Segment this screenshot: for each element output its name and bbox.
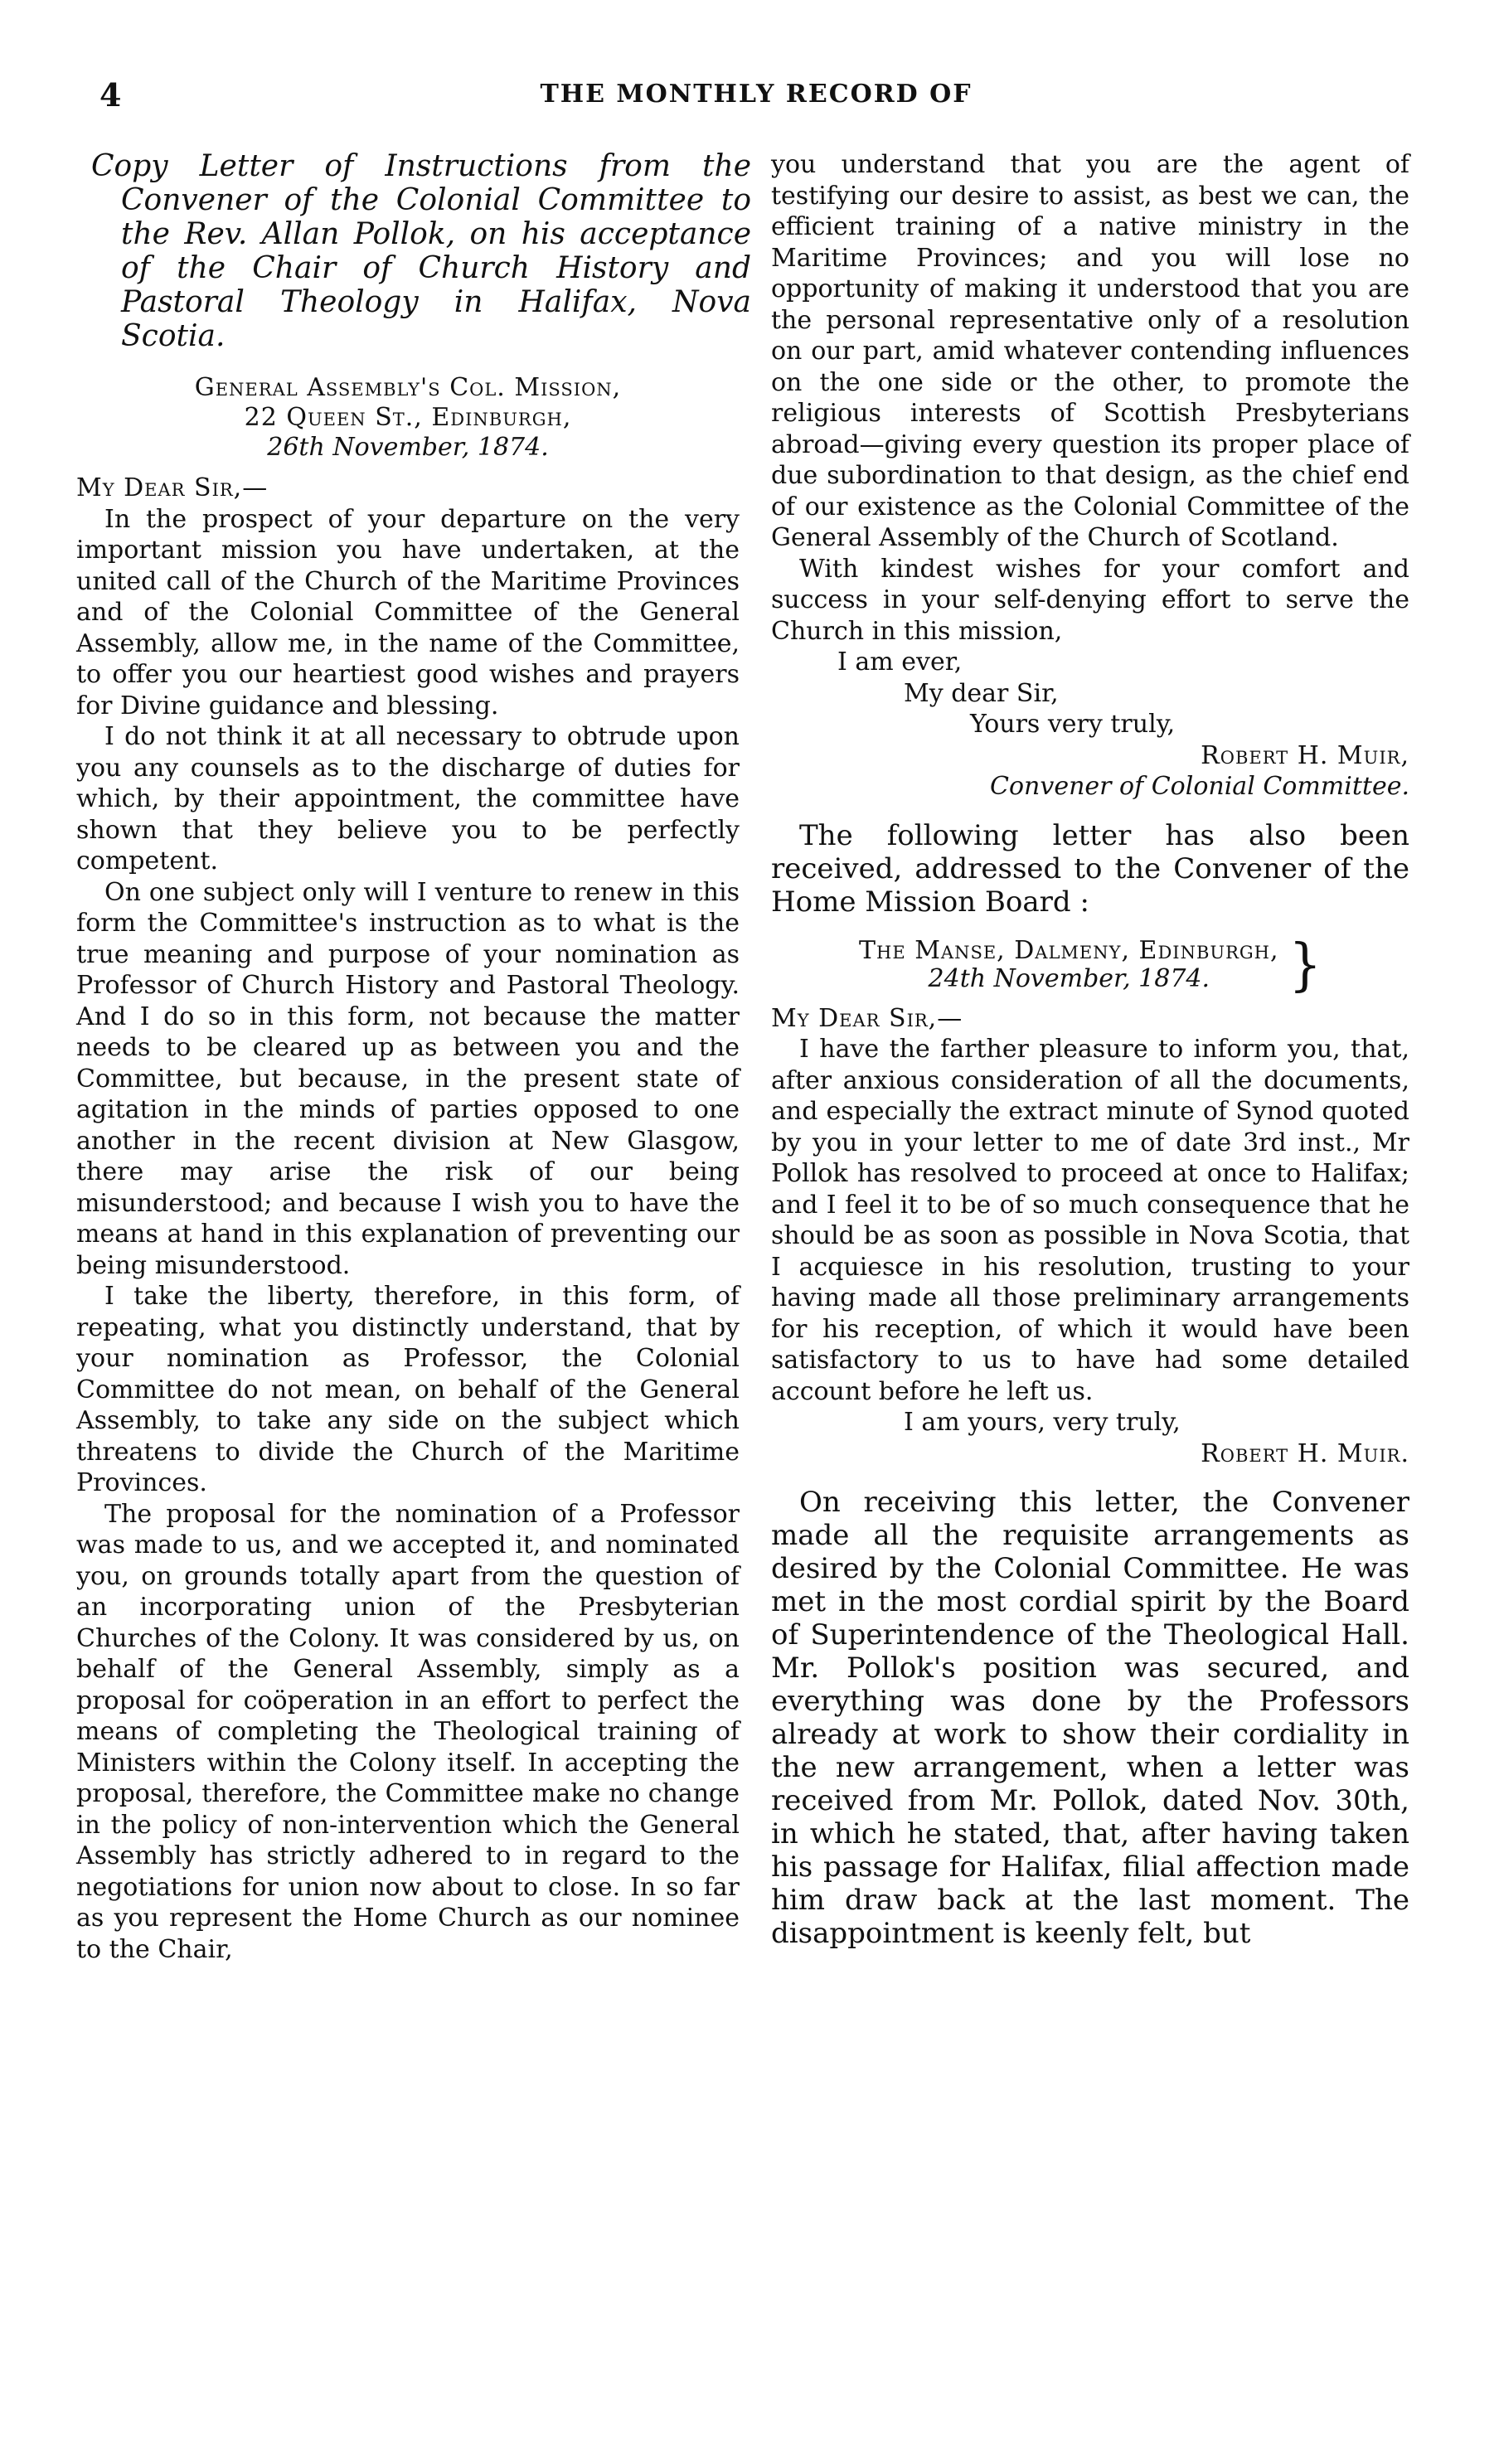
signature-title: Convener of Colonial Committee.	[990, 772, 1409, 801]
letter-title: Copy Letter of Instructions from the Convener of the Colonial Committee to the Rev. Allan Pollok, on his acceptance of the Chair of Church History and Pastoral Theology in Halifax, Nova Scotia.	[91, 149, 751, 353]
salutation: My Dear Sir,—	[76, 473, 269, 502]
dateline-date: 24th November, 1874.	[928, 963, 1210, 993]
paragraph: I do not think it at all necessary to obtrude upon you any counsels as to the discharge of duties for which, by their appointment, the committee have shown that they believe you to be perfectly competent.	[76, 722, 740, 875]
address-line: General Assembly's Col. Mission,	[194, 373, 622, 402]
letter-closing	[771, 647, 1409, 803]
signature: Robert H. Muir,	[1201, 740, 1409, 770]
letter-closing	[771, 1407, 1409, 1469]
address-date: 26th November, 1874.	[267, 433, 549, 462]
page-header	[76, 76, 1436, 126]
closing-line: I am yours, very truly,	[904, 1408, 1181, 1437]
salutation: My Dear Sir,—	[771, 1003, 963, 1033]
brace-glyph: }	[1288, 930, 1322, 998]
left-column	[76, 149, 751, 1965]
dateline-place: The Manse, Dalmeny, Edinburgh,	[859, 935, 1279, 965]
paragraph: With kindest wishes for your comfort and success in your self-denying effort to serve the Church in this mission,	[771, 554, 1409, 646]
paragraph: The proposal for the nomination of a Professor was made to us, and we accepted it, and nominated you, on grounds totally apart from the question of an incorporating union of the Presbyterian Churches of the Colony. It was considered by us, on behalf of the General Assembly, simply as a proposal for coöperation in an effort to perfect the means of completing the Theological training of Ministers within the Colony itself. In accepting the proposal, therefore, the Committee make no change in the policy of non-intervention which the General Assembly has strictly adhered to in regard to the negotiations for union now about to close. In so far as you represent the Home Church as our nominee to the Chair,	[76, 1499, 740, 1964]
paragraph: On receiving this letter, the Convener made all the requisite arrangements as desired by the Colonial Committee. He was met in the most cordial spirit by the Board of Superintendence of the Theological Hall. Mr. Pollok's position was secured, and everything was done by the Professors already at work to show their cordiality in the new arrangement, when a letter was received from Mr. Pollok, dated Nov. 30th, in which he stated, that, after having taken his passage for Halifax, filial affection made him draw back at the last moment. The disappointment is keenly felt, but	[771, 1486, 1409, 1950]
closing-line: My dear Sir,	[904, 678, 1059, 708]
running-title: THE MONTHLY RECORD OF	[540, 80, 973, 109]
address-line: 22 Queen St., Edinburgh,	[244, 403, 572, 432]
letter-address	[76, 373, 740, 463]
closing-line: I am ever,	[837, 648, 963, 677]
dateline	[771, 930, 1409, 998]
paragraph: In the prospect of your departure on the very important mission you have undertaken, at the united call of the Church of the Maritime Provinces and of the Colonial Committee of the General Assembly, allow me, in the name of the Committee, to offer you our heartiest good wishes and prayers for Divine guidance and blessing.	[76, 504, 740, 720]
paragraph: I have the farther pleasure to inform you, that, after anxious consideration of all the documents, and especially the extract minute of Synod quoted by you in your letter to me of date 3rd inst., Mr Pollok has resolved to proceed at once to Halifax; and I feel it to be of so much consequence that he should be as soon as possible in Nova Scotia, that I acquiesce in his resolution, trusting to your having made all those preliminary arrangements for his reception, of which it would have been satisfactory to us to have had some detailed account before he left us.	[771, 1035, 1409, 1406]
paragraph: On one subject only will I venture to renew in this form the Committee's instruction as to what is the true meaning and purpose of your nomination as Professor of Church History and Pastoral Theology. And I do so in this form, not because the matter needs to be cleared up as between you and the Committee, but because, in the present state of agitation in the minds of parties opposed to one another in the recent division at New Glasgow, there may arise the risk of our being misunderstood; and because I wish you to have the means at hand in this explanation of preventing our being misunderstood.	[76, 877, 740, 1280]
signature: Robert H. Muir.	[1201, 1438, 1409, 1468]
paragraph: you understand that you are the agent of testifying our desire to assist, as best we can, the efficient training of a native ministry in the Maritime Provinces; and you will lose no opportunity of making it understood that you are the personal representative only of a resolution on our part, amid whatever contending influences on the one side or the other, to promote the religious interests of Scottish Presbyterians abroad—giving every question its proper place of due subordination to that design, as the chief end of our existence as the Colonial Committee of the General Assembly of the Church of Scotland.	[771, 150, 1409, 552]
intro-paragraph: The following letter has also been received, addressed to the Convener of the Home Mission Board :	[771, 818, 1409, 919]
paragraph: I take the liberty, therefore, in this form, of repeating, what you distinctly understand, that by your nomination as Professor, the Colonial Committee do not mean, on behalf of the General Assembly, to take any side on the subject which threatens to divide the Church of the Maritime Provinces.	[76, 1282, 740, 1497]
right-column	[771, 149, 1409, 1950]
page-number: 4	[99, 76, 122, 114]
closing-line: Yours very truly,	[970, 710, 1176, 739]
